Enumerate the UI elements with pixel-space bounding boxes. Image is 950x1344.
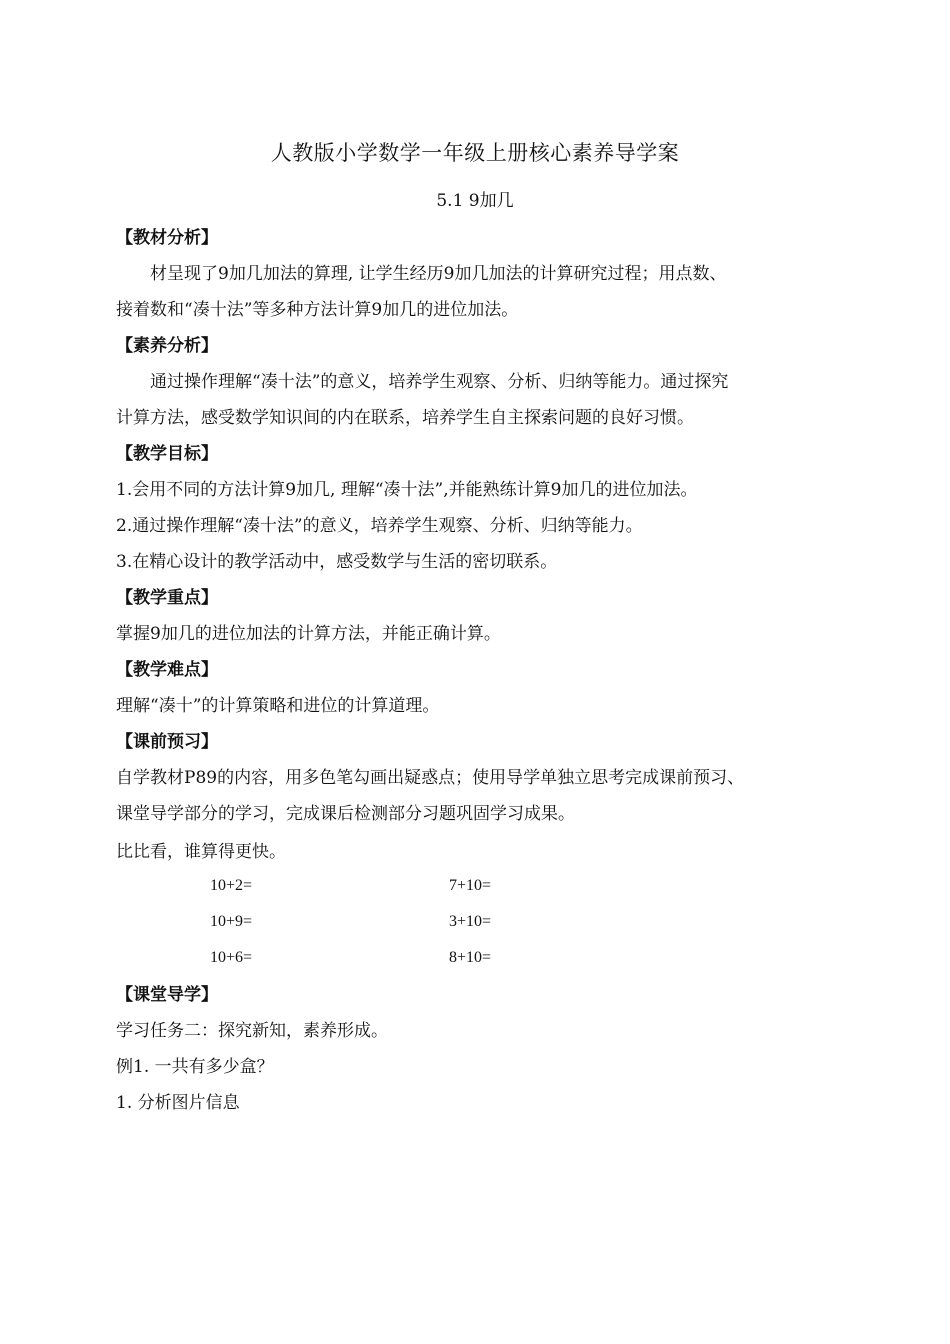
paragraph-line: 比比看，谁算得更快。 — [116, 842, 286, 862]
goal-item: 1.会用不同的方法计算9加几, 理解“凑十法”,并能熟练计算9加几的进位加法。 — [116, 480, 698, 500]
goal-item: 3.在精心设计的教学活动中，感受数学与生活的密切联系。 — [116, 552, 558, 572]
paragraph-line: 计算方法，感受数学知识间的内在联系，培养学生自主探索问题的良好习惯。 — [116, 408, 694, 428]
paragraph-line: 1. 分析图片信息 — [116, 1093, 240, 1113]
exercise-expression: 10+2= — [210, 877, 253, 894]
section-heading-literacy: 【素养分析】 — [116, 336, 218, 356]
exercise-expression: 3+10= — [449, 913, 492, 930]
section-heading-preview: 【课前预习】 — [116, 732, 218, 752]
paragraph-line: 自学教材P89的内容，用多色笔勾画出疑惑点；使用导学单独立思考完成课前预习、 — [116, 768, 745, 788]
section-heading-goals: 【教学目标】 — [116, 444, 218, 464]
exercise-expression: 8+10= — [449, 949, 492, 966]
paragraph-line: 掌握9加几的进位加法的计算方法，并能正确计算。 — [116, 624, 501, 644]
paragraph-line: 例1. 一共有多少盒？ — [116, 1057, 274, 1077]
exercise-expression: 10+6= — [210, 949, 253, 966]
document-title: 人教版小学数学一年级上册核心素养导学案 — [270, 141, 680, 165]
section-heading-key-points: 【教学重点】 — [116, 588, 218, 608]
section-heading-classroom: 【课堂导学】 — [116, 985, 218, 1005]
lesson-title: 5.1 9加几 — [436, 191, 514, 211]
section-heading-material: 【教材分析】 — [116, 228, 218, 248]
paragraph-line: 理解“凑十”的计算策略和进位的计算道理。 — [116, 696, 440, 716]
goal-item: 2.通过操作理解“凑十法”的意义，培养学生观察、分析、归纳等能力。 — [116, 516, 643, 536]
paragraph-line: 课堂导学部分的学习，完成课后检测部分习题巩固学习成果。 — [116, 804, 575, 824]
paragraph-line: 通过操作理解“凑十法”的意义，培养学生观察、分析、归纳等能力。通过探究 — [150, 372, 729, 392]
exercise-expression: 7+10= — [449, 877, 492, 894]
paragraph-line: 材呈现了9加几加法的算理, 让学生经历9加几加法的计算研究过程；用点数、 — [150, 264, 727, 284]
exercise-expression: 10+9= — [210, 913, 253, 930]
paragraph-line: 学习任务二：探究新知，素养形成。 — [116, 1021, 388, 1041]
section-heading-difficulties: 【教学难点】 — [116, 660, 218, 680]
paragraph-line: 接着数和“凑十法”等多种方法计算9加几的进位加法。 — [116, 300, 519, 320]
